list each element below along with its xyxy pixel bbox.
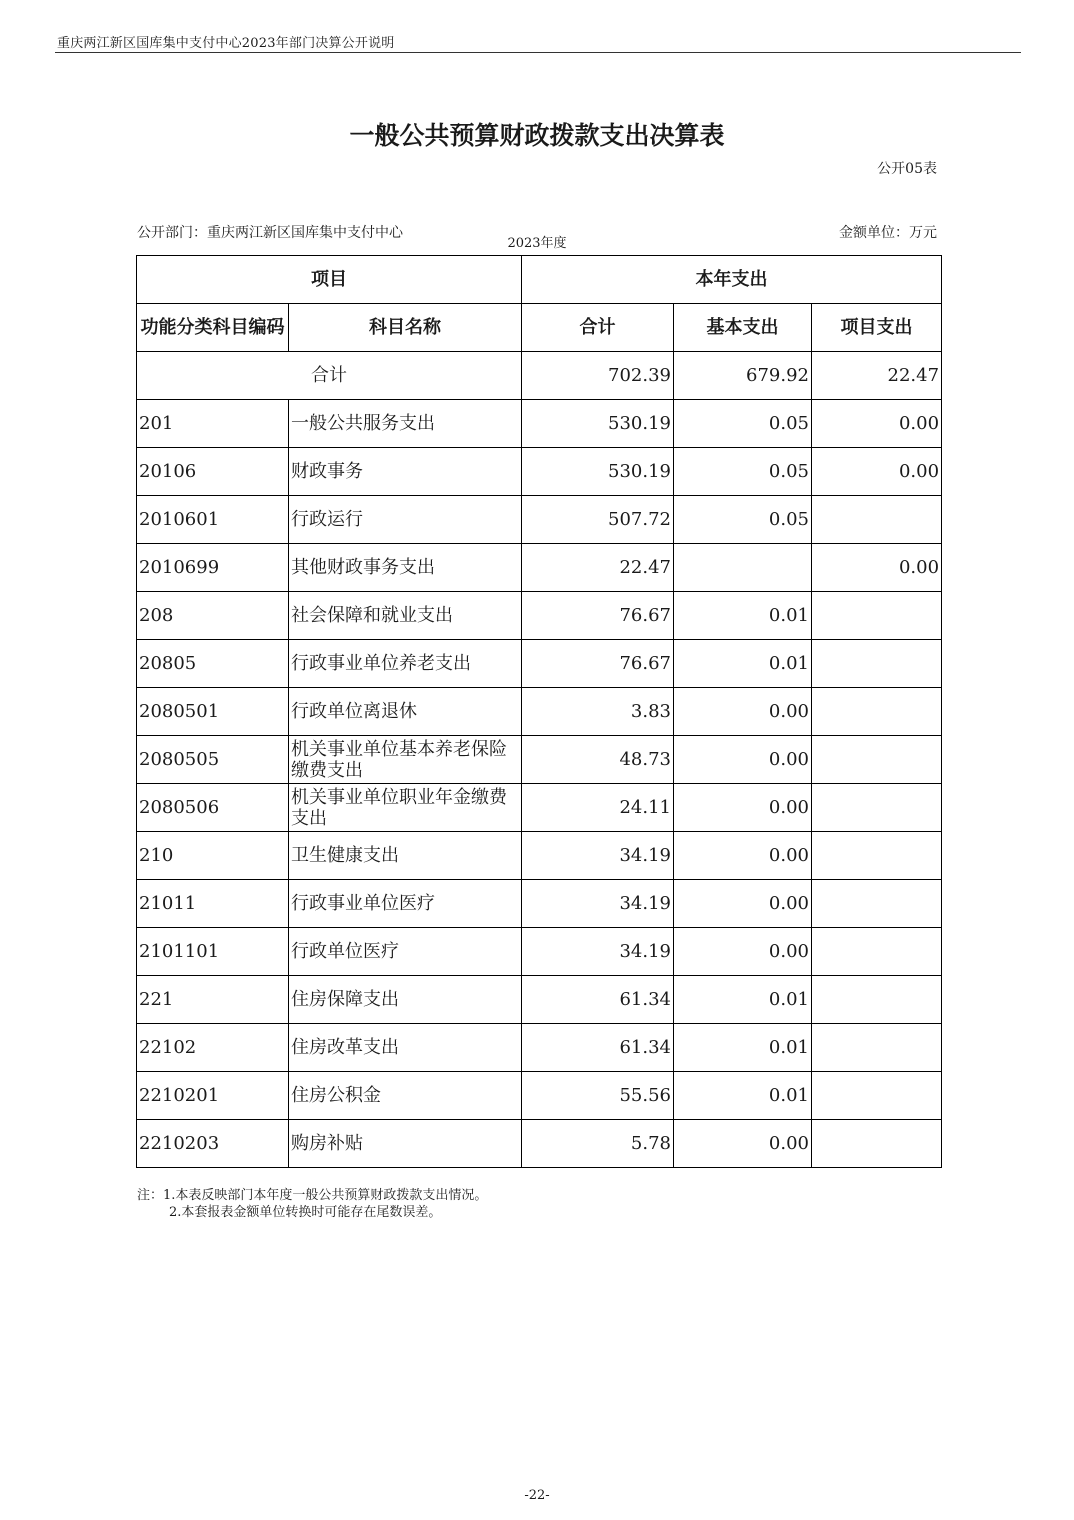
row-item: 0.00 bbox=[812, 400, 942, 448]
row-basic: 0.01 bbox=[674, 592, 812, 640]
row-total: 3.83 bbox=[522, 688, 674, 736]
row-total: 22.47 bbox=[522, 544, 674, 592]
header-row-2 bbox=[137, 304, 942, 352]
total-amount: 702.39 bbox=[522, 352, 674, 400]
row-name: 行政单位医疗 bbox=[289, 928, 522, 976]
row-basic: 0.00 bbox=[674, 736, 812, 784]
row-basic: 0.01 bbox=[674, 1072, 812, 1120]
row-basic: 0.05 bbox=[674, 496, 812, 544]
row-total: 24.11 bbox=[522, 784, 674, 832]
total-label: 合计 bbox=[137, 352, 522, 400]
fiscal-year: 2023年度 bbox=[507, 236, 567, 251]
row-basic: 0.00 bbox=[674, 880, 812, 928]
row-item bbox=[812, 688, 942, 736]
page-title: 一般公共预算财政拨款支出决算表 bbox=[349, 121, 725, 150]
running-header: 重庆两江新区国库集中支付中心2023年部门决算公开说明 bbox=[57, 36, 395, 51]
row-total: 530.19 bbox=[522, 400, 674, 448]
row-code: 2010699 bbox=[137, 544, 289, 592]
header-basic: 基本支出 bbox=[674, 304, 812, 352]
row-total: 507.72 bbox=[522, 496, 674, 544]
row-code: 208 bbox=[137, 592, 289, 640]
row-code: 201 bbox=[137, 400, 289, 448]
table-row bbox=[137, 736, 942, 784]
row-code: 2080506 bbox=[137, 784, 289, 832]
row-name: 社会保障和就业支出 bbox=[289, 592, 522, 640]
row-name: 行政事业单位医疗 bbox=[289, 880, 522, 928]
row-item bbox=[812, 1120, 942, 1168]
row-item bbox=[812, 976, 942, 1024]
table-notes bbox=[137, 1187, 487, 1221]
header-name: 科目名称 bbox=[289, 304, 522, 352]
row-name: 机关事业单位职业年金缴费支出 bbox=[289, 784, 522, 832]
row-code: 21011 bbox=[137, 880, 289, 928]
table-row bbox=[137, 1120, 942, 1168]
total-basic: 679.92 bbox=[674, 352, 812, 400]
row-basic: 0.00 bbox=[674, 928, 812, 976]
row-code: 20106 bbox=[137, 448, 289, 496]
row-basic: 0.05 bbox=[674, 400, 812, 448]
row-basic bbox=[674, 544, 812, 592]
header-code: 功能分类科目编码 bbox=[137, 304, 289, 352]
row-name: 住房保障支出 bbox=[289, 976, 522, 1024]
row-basic: 0.00 bbox=[674, 832, 812, 880]
row-name: 卫生健康支出 bbox=[289, 832, 522, 880]
page-number: -22- bbox=[524, 1488, 550, 1503]
row-name: 行政单位离退休 bbox=[289, 688, 522, 736]
row-item bbox=[812, 736, 942, 784]
row-code: 2101101 bbox=[137, 928, 289, 976]
row-basic: 0.01 bbox=[674, 976, 812, 1024]
row-item bbox=[812, 592, 942, 640]
row-name: 行政事业单位养老支出 bbox=[289, 640, 522, 688]
header-expense: 本年支出 bbox=[522, 256, 942, 304]
row-item: 0.00 bbox=[812, 448, 942, 496]
row-code: 2210203 bbox=[137, 1120, 289, 1168]
row-basic: 0.00 bbox=[674, 1120, 812, 1168]
row-code: 20805 bbox=[137, 640, 289, 688]
table-row bbox=[137, 928, 942, 976]
note-2: 2.本套报表金额单位转换时可能存在尾数误差。 bbox=[169, 1205, 442, 1220]
row-basic: 0.05 bbox=[674, 448, 812, 496]
row-item bbox=[812, 784, 942, 832]
row-item bbox=[812, 640, 942, 688]
header-total: 合计 bbox=[522, 304, 674, 352]
table-row bbox=[137, 544, 942, 592]
table-row bbox=[137, 1024, 942, 1072]
row-total: 530.19 bbox=[522, 448, 674, 496]
table-row bbox=[137, 496, 942, 544]
row-item bbox=[812, 832, 942, 880]
row-name: 行政运行 bbox=[289, 496, 522, 544]
header-row-1 bbox=[137, 256, 942, 304]
row-code: 2080505 bbox=[137, 736, 289, 784]
row-total: 48.73 bbox=[522, 736, 674, 784]
row-code: 2210201 bbox=[137, 1072, 289, 1120]
table-row bbox=[137, 976, 942, 1024]
row-total: 61.34 bbox=[522, 1024, 674, 1072]
row-name: 机关事业单位基本养老保险缴费支出 bbox=[289, 736, 522, 784]
row-code: 2010601 bbox=[137, 496, 289, 544]
row-code: 221 bbox=[137, 976, 289, 1024]
amount-unit: 金额单位：万元 bbox=[839, 225, 937, 241]
row-name: 住房公积金 bbox=[289, 1072, 522, 1120]
row-code: 22102 bbox=[137, 1024, 289, 1072]
row-basic: 0.01 bbox=[674, 1024, 812, 1072]
total-item: 22.47 bbox=[812, 352, 942, 400]
row-basic: 0.00 bbox=[674, 688, 812, 736]
header-project: 项目 bbox=[137, 256, 522, 304]
header-divider bbox=[55, 52, 1021, 53]
table-row bbox=[137, 784, 942, 832]
row-total: 61.34 bbox=[522, 976, 674, 1024]
row-item bbox=[812, 1024, 942, 1072]
row-total: 76.67 bbox=[522, 592, 674, 640]
table-row bbox=[137, 832, 942, 880]
row-item bbox=[812, 496, 942, 544]
table-row bbox=[137, 640, 942, 688]
row-name: 一般公共服务支出 bbox=[289, 400, 522, 448]
header-item: 项目支出 bbox=[812, 304, 942, 352]
table-row bbox=[137, 592, 942, 640]
table-row bbox=[137, 400, 942, 448]
row-total: 34.19 bbox=[522, 832, 674, 880]
row-item bbox=[812, 880, 942, 928]
row-name: 住房改革支出 bbox=[289, 1024, 522, 1072]
department-label: 公开部门：重庆两江新区国库集中支付中心 bbox=[137, 225, 403, 241]
row-code: 210 bbox=[137, 832, 289, 880]
table-number: 公开05表 bbox=[877, 161, 937, 177]
note-1: 注：1.本表反映部门本年度一般公共预算财政拨款支出情况。 bbox=[137, 1188, 488, 1203]
row-total: 34.19 bbox=[522, 880, 674, 928]
row-basic: 0.01 bbox=[674, 640, 812, 688]
row-name: 财政事务 bbox=[289, 448, 522, 496]
row-code: 2080501 bbox=[137, 688, 289, 736]
table-row bbox=[137, 448, 942, 496]
row-item bbox=[812, 928, 942, 976]
row-total: 34.19 bbox=[522, 928, 674, 976]
row-total: 76.67 bbox=[522, 640, 674, 688]
row-name: 其他财政事务支出 bbox=[289, 544, 522, 592]
row-basic: 0.00 bbox=[674, 784, 812, 832]
row-name: 购房补贴 bbox=[289, 1120, 522, 1168]
row-item: 0.00 bbox=[812, 544, 942, 592]
table-row bbox=[137, 1072, 942, 1120]
table-row bbox=[137, 880, 942, 928]
row-total: 5.78 bbox=[522, 1120, 674, 1168]
row-item bbox=[812, 1072, 942, 1120]
expenditure-table bbox=[136, 255, 942, 1168]
total-row bbox=[137, 352, 942, 400]
row-total: 55.56 bbox=[522, 1072, 674, 1120]
table-row bbox=[137, 688, 942, 736]
